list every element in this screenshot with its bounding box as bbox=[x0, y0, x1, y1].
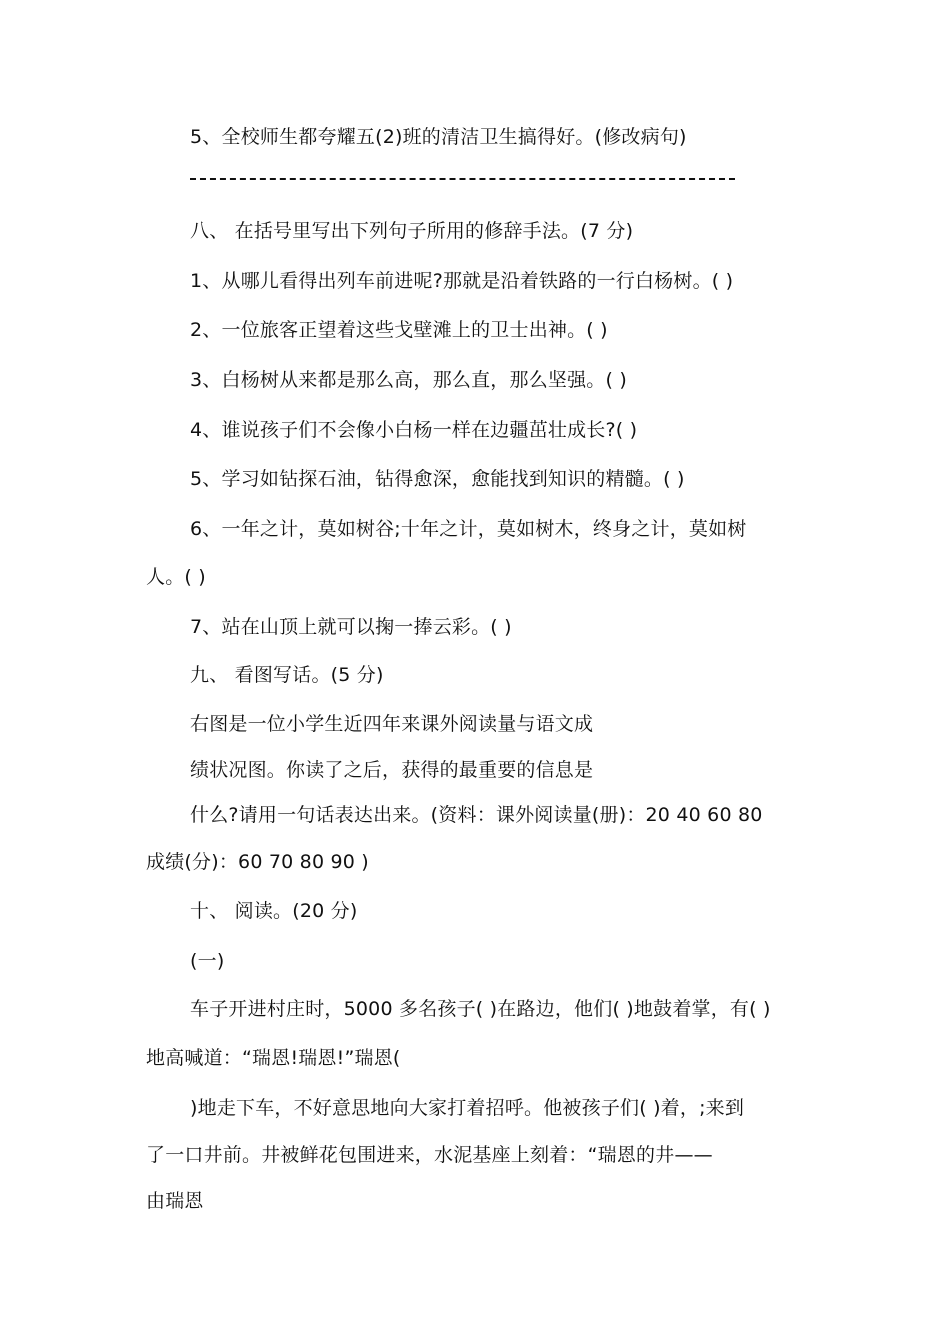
section-8-heading: 八、 在括号里写出下列句子所用的修辞手法。(7 分) bbox=[190, 220, 634, 242]
reading-passage-line1: 车子开进村庄时，5000 多名孩子( )在路边，他们( )地鼓着掌，有( ) bbox=[190, 998, 771, 1020]
question-8-7: 7、站在山顶上就可以掬一捧云彩。( ) bbox=[190, 616, 512, 638]
question-7-5-sentence: 5、全校师生都夸耀五(2)班的清洁卫生搞得好。(修改病句) bbox=[190, 126, 687, 148]
question-8-6-line2: 人。( ) bbox=[146, 566, 206, 588]
question-8-3: 3、白杨树从来都是那么高，那么直，那么坚强。( ) bbox=[190, 369, 627, 391]
section-9-text-line3: 什么?请用一句话表达出来。(资料：课外阅读量(册)：20 40 60 80 bbox=[190, 804, 763, 826]
question-8-4: 4、谁说孩子们不会像小白杨一样在边疆茁壮成长?( ) bbox=[190, 419, 638, 441]
section-9-text-line1: 右图是一位小学生近四年来课外阅读量与语文成 bbox=[190, 713, 594, 735]
question-8-2: 2、一位旅客正望着这些戈壁滩上的卫士出神。( ) bbox=[190, 319, 608, 341]
question-8-5: 5、学习如钻探石油，钻得愈深，愈能找到知识的精髓。( ) bbox=[190, 468, 685, 490]
reading-part-one-label: (一) bbox=[190, 950, 225, 972]
section-9-text-line2: 绩状况图。你读了之后，获得的最重要的信息是 bbox=[190, 759, 594, 781]
reading-passage-line4: 了一口井前。井被鲜花包围进来，水泥基座上刻着：“瑞恩的井—— bbox=[146, 1144, 713, 1166]
section-10-heading: 十、 阅读。(20 分) bbox=[190, 900, 358, 922]
reading-passage-line3: )地走下车，不好意思地向大家打着招呼。他被孩子们( )着，;来到 bbox=[190, 1097, 745, 1119]
question-8-6-line1: 6、一年之计，莫如树谷;十年之计，莫如树木，终身之计，莫如树 bbox=[190, 518, 747, 540]
question-8-1: 1、从哪儿看得出列车前进呢?那就是沿着铁路的一行白杨树。( ) bbox=[190, 270, 734, 292]
reading-passage-line2: 地高喊道：“瑞恩!瑞恩!”瑞恩( bbox=[146, 1047, 401, 1069]
answer-blank-line bbox=[190, 178, 735, 180]
reading-passage-line5: 由瑞恩 bbox=[146, 1190, 204, 1212]
section-9-text-line4: 成绩(分)：60 70 80 90 ) bbox=[146, 851, 369, 873]
section-9-heading: 九、 看图写话。(5 分) bbox=[190, 664, 384, 686]
